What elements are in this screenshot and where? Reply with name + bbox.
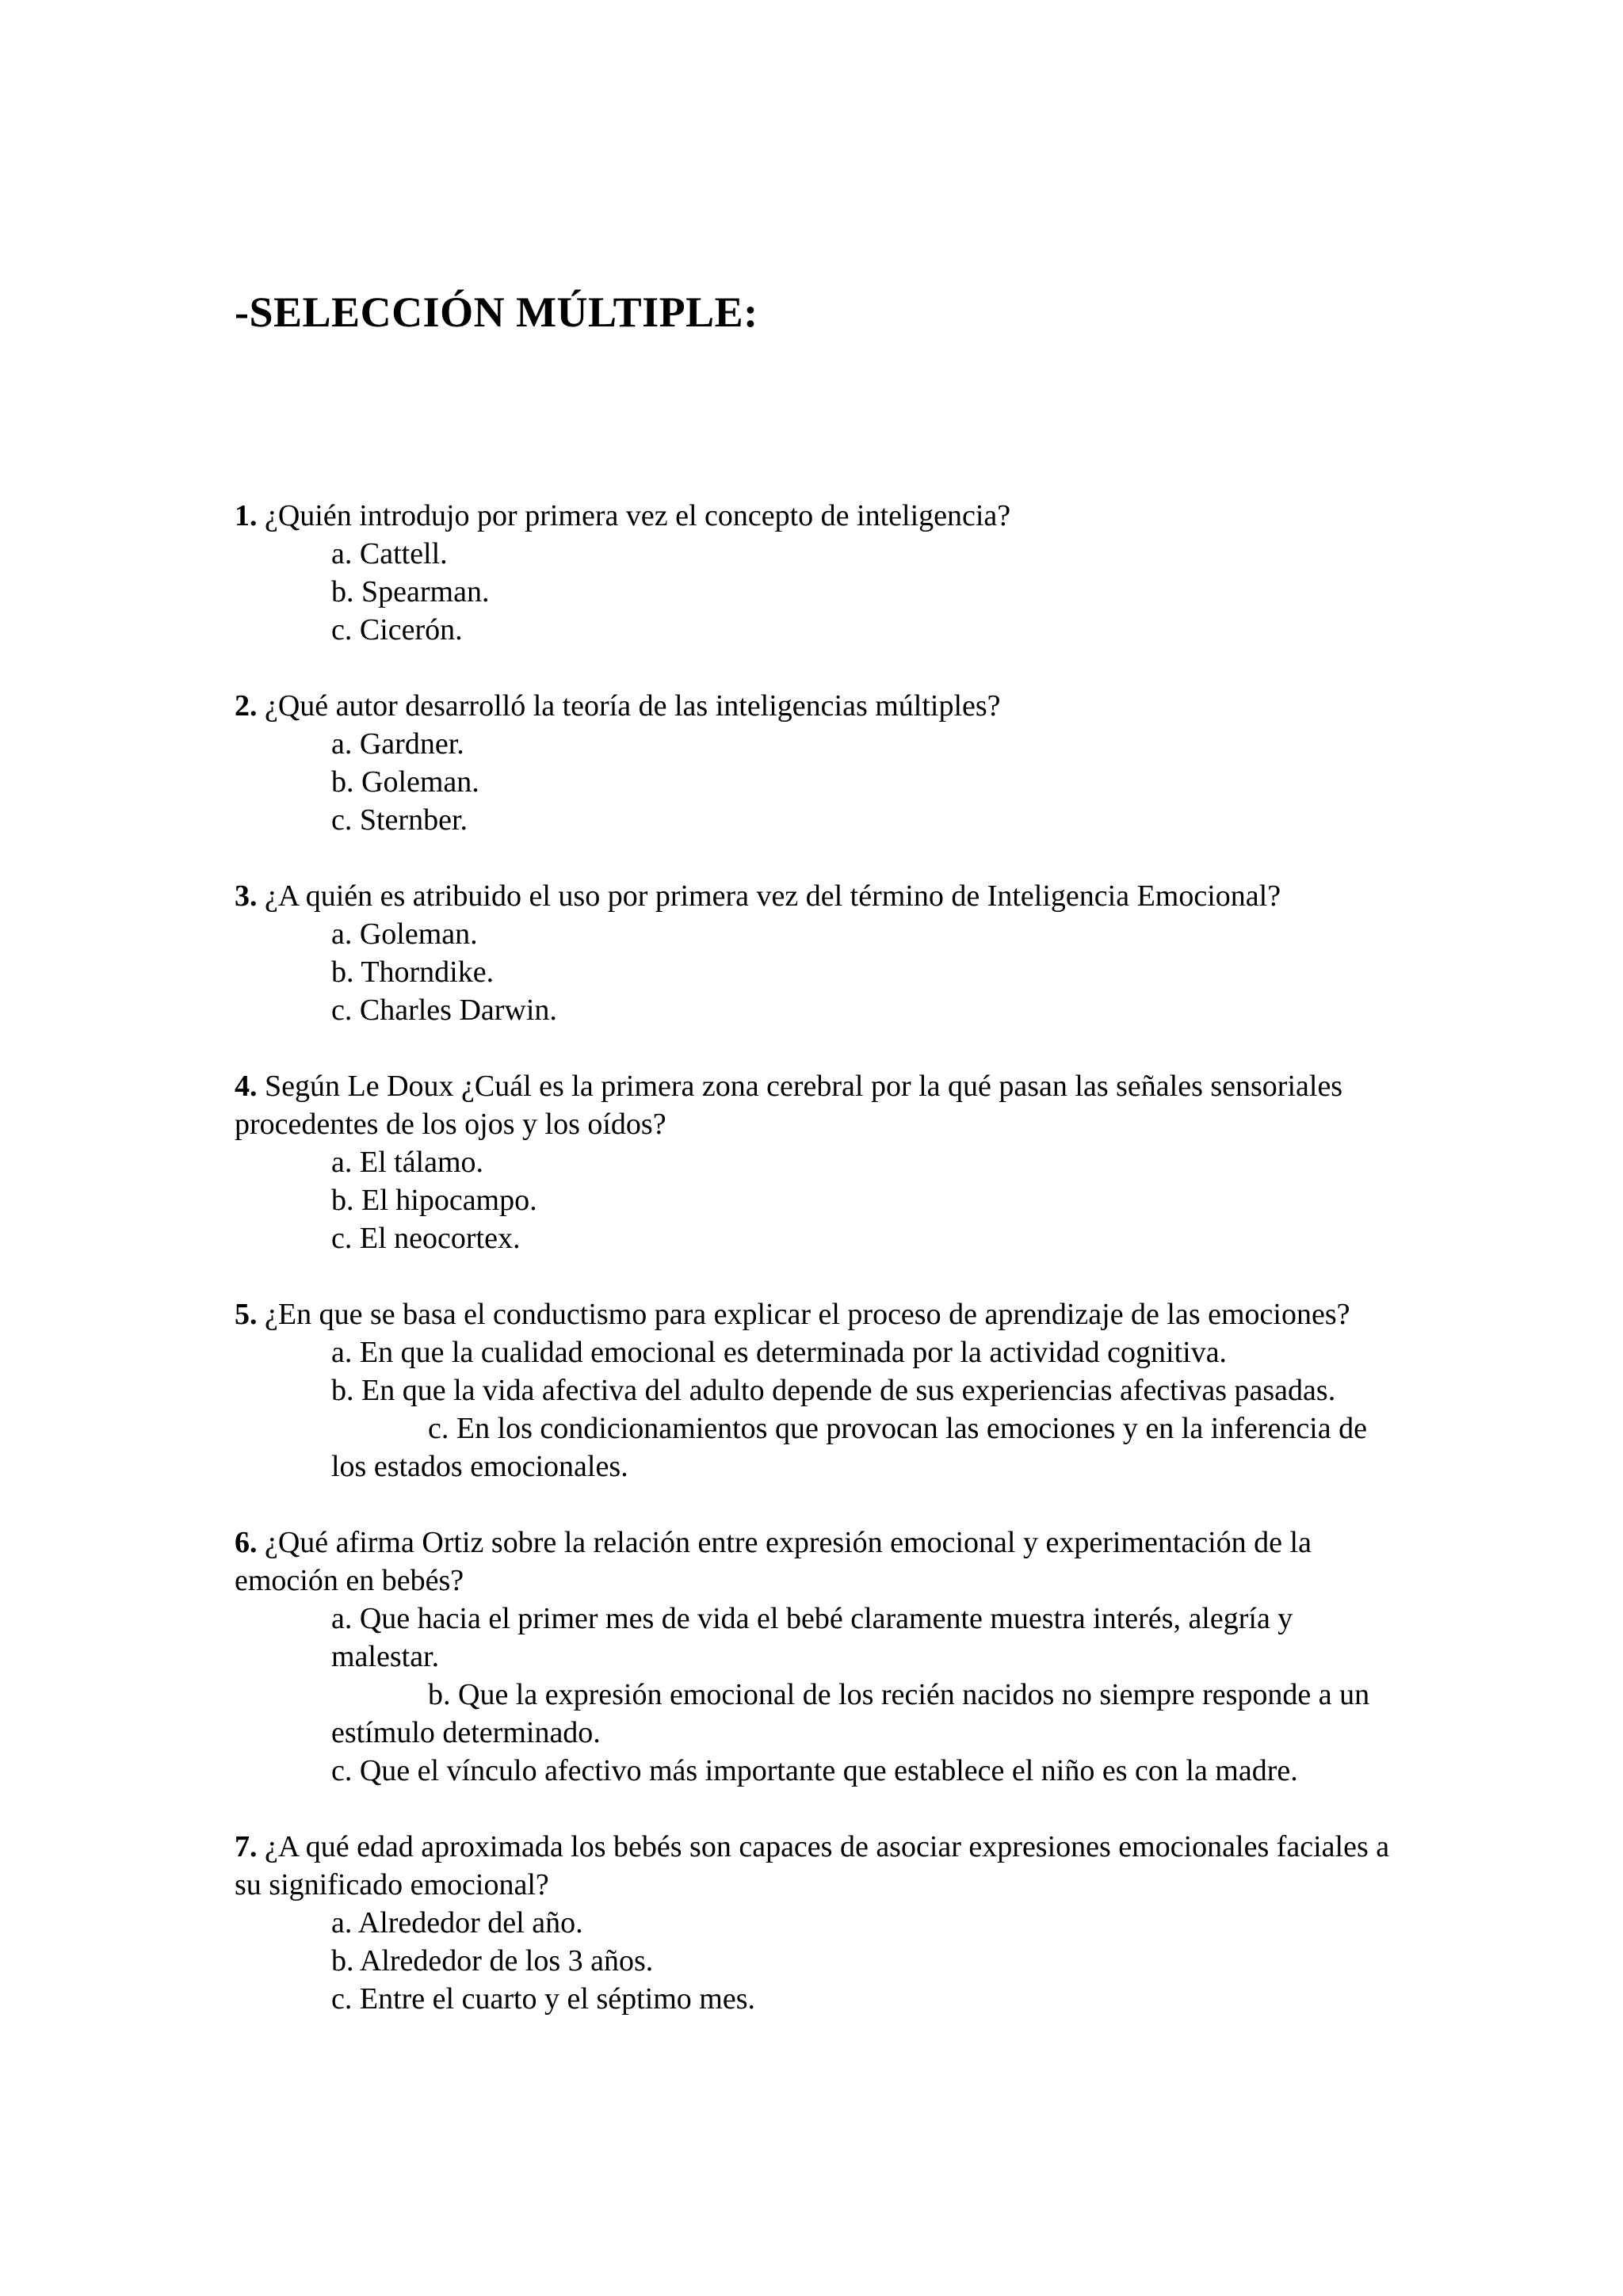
question-prompt: ¿A quién es atribuido el uso por primera vez del término de Inteligencia Emocional?	[257, 879, 1281, 913]
question-number: 7.	[235, 1830, 258, 1863]
option-a: a. Alrededor del año.	[331, 1906, 583, 1939]
option-a: a. El tálamo.	[331, 1146, 484, 1179]
question-text	[235, 1524, 1407, 1600]
question-number: 5.	[235, 1298, 258, 1331]
option-b: b. En que la vida afectiva del adulto depende de sus experiencias afectivas pasadas.	[331, 1374, 1336, 1407]
question-3	[235, 877, 1407, 1029]
option-c: c. Entre el cuarto y el séptimo mes.	[331, 1982, 755, 2016]
question-number: 4.	[235, 1070, 258, 1103]
option-a: a. Cattell.	[331, 537, 448, 570]
question-text	[235, 1067, 1407, 1143]
option-a: a. Goleman.	[331, 917, 478, 951]
question-prompt: ¿Qué autor desarrolló la teoría de las inteligencias múltiples?	[257, 689, 1001, 723]
question-text	[235, 877, 1407, 915]
option-b: b. Spearman.	[331, 575, 490, 608]
option-c: c. El neocortex.	[331, 1222, 521, 1255]
option-b: b. Alrededor de los 3 años.	[331, 1944, 654, 1978]
question-2	[235, 687, 1407, 839]
question-list	[235, 497, 1407, 2056]
option-b: b. Que la expresión emocional de los recién nacidos no siempre responde a un estímulo determinado.	[331, 1678, 1370, 1749]
question-text	[235, 1828, 1407, 1904]
option-c: c. En los condicionamientos que provocan las emociones y en la inferencia de los estados emocionales.	[331, 1412, 1367, 1483]
page-title: -SELECCIÓN MÚLTIPLE:	[235, 288, 758, 336]
option-b: b. Goleman.	[331, 765, 479, 799]
question-1	[235, 497, 1407, 649]
question-prompt: ¿En que se basa el conductismo para explicar el proceso de aprendizaje de las emociones?	[257, 1298, 1350, 1331]
question-text	[235, 497, 1407, 535]
option-a: a. En que la cualidad emocional es determinada por la actividad cognitiva.	[331, 1336, 1228, 1369]
option-b: b. El hipocampo.	[331, 1184, 537, 1217]
question-text	[235, 1295, 1407, 1333]
question-prompt: ¿Quién introdujo por primera vez el concepto de inteligencia?	[257, 499, 1011, 532]
question-4	[235, 1067, 1407, 1257]
option-b: b. Thorndike.	[331, 955, 495, 989]
question-text	[235, 687, 1407, 725]
option-c: c. Charles Darwin.	[331, 994, 557, 1027]
question-number: 1.	[235, 499, 258, 532]
question-number: 2.	[235, 689, 258, 723]
question-prompt: ¿A qué edad aproximada los bebés son capaces de asociar expresiones emocionales faciales a su significado emocional?	[235, 1830, 1390, 1901]
option-c: c. Cicerón.	[331, 613, 463, 646]
question-number: 3.	[235, 879, 258, 913]
option-c: c. Sternber.	[331, 803, 468, 837]
question-prompt: Según Le Doux ¿Cuál es la primera zona cerebral por la qué pasan las señales sensoriales procedentes de los ojos y los oídos?	[235, 1070, 1343, 1141]
question-6	[235, 1524, 1407, 1790]
option-a: a. Que hacia el primer mes de vida el bebé claramente muestra interés, alegría y malestar.	[331, 1602, 1293, 1673]
option-a: a. Gardner.	[331, 727, 464, 761]
question-number: 6.	[235, 1526, 258, 1559]
question-5	[235, 1295, 1407, 1486]
document-page	[235, 0, 1407, 2296]
option-c: c. Que el vínculo afectivo más importante que establece el niño es con la madre.	[331, 1754, 1298, 1787]
question-prompt: ¿Qué afirma Ortiz sobre la relación entre expresión emocional y experimentación de la emoción en bebés?	[235, 1526, 1312, 1597]
question-7	[235, 1828, 1407, 2018]
